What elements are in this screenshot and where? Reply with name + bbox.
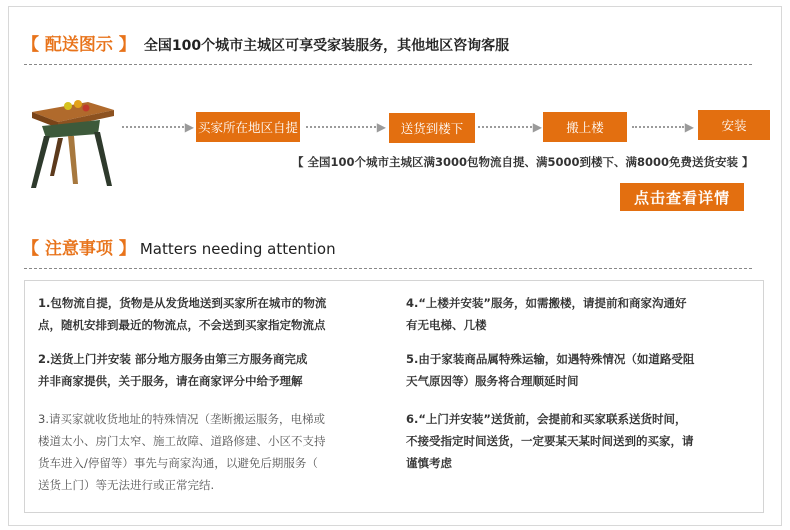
attention-item-3: 3.请买家就收货地址的特殊情况（垄断搬运服务，电梯或 楼道太小、房门太窄、施工故障、道路修建、小区不支持 货车进入/停留等）事先与商家沟通，以避免后期服务（ 送货上门）等无法进行或正常完结.: [38, 412, 326, 492]
flow-arrow-4: ▶: [632, 122, 694, 132]
delivery-header: [22, 30, 509, 55]
attention-item-4: 4.“上楼并安装”服务，如需搬楼，请提前和商家沟通好 有无电梯、几楼: [406, 296, 687, 332]
attention-item-2: 2.送货上门并安装 部分地方服务由第三方服务商完成 并非商家提供，关于服务，请在商家评分中给予理解: [38, 352, 308, 388]
attention-item-1: 1.包物流自提，货物是从发货地送到买家所在城市的物流 点，随机安排到最近的物流点，不会送到买家指定物流点: [38, 296, 327, 332]
attention-title: 【 注意事项 】: [22, 239, 136, 259]
delivery-subtitle: 全国100个城市主城区可享受家装服务，其他地区咨询客服: [143, 38, 510, 54]
flow-arrow-3: ▶: [478, 122, 542, 132]
step-self-pickup: 买家所在地区自提: [196, 112, 300, 142]
attention-item-6: 6.“上门并安装”送货前，会提前和买家联系送货时间， 不接受指定时间送货，一定要某天某时间送到的买家，请 谨慎考虑: [406, 412, 694, 470]
attention-subtitle: Matters needing attention: [139, 240, 336, 258]
wooden-side-table-icon: [28, 98, 116, 190]
step-upstairs: 搬上楼: [543, 112, 627, 142]
flow-arrow-1: ▶: [122, 122, 194, 132]
delivery-divider: [24, 64, 752, 65]
delivery-title: 【 配送图示 】: [22, 35, 136, 55]
step-downstairs: 送货到楼下: [389, 113, 475, 143]
attention-header: [22, 234, 336, 259]
flow-arrow-2: ▶: [306, 122, 386, 132]
attention-item-5: 5.由于家装商品属特殊运输，如遇特殊情况（如道路受阻 天气原因等）服务将合理顺延时间: [406, 352, 695, 388]
delivery-note: 【 全国100个城市主城区满3000包物流自提、满5000到楼下、满8000免费送货安装 】: [292, 155, 754, 169]
attention-divider: [24, 268, 752, 269]
step-install: 安装: [698, 110, 770, 140]
view-details-button[interactable]: 点击查看详情: [620, 183, 744, 211]
